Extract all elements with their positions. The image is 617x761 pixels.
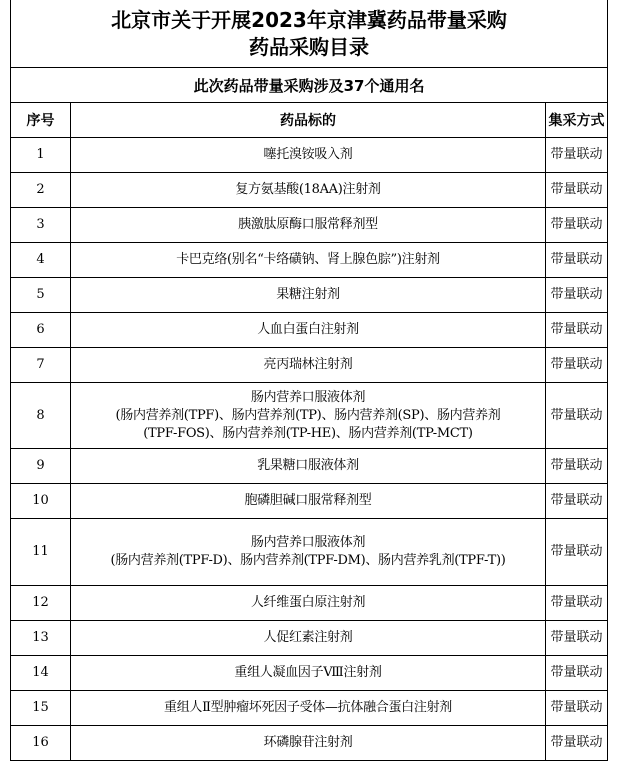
- drug-name: [71, 138, 546, 173]
- table-row: [11, 484, 608, 519]
- procurement-method: 带量联动: [546, 243, 608, 278]
- procurement-method: 带量联动: [546, 383, 608, 449]
- drug-name-line: 人血白蛋白注射剂: [257, 322, 359, 337]
- row-index: 5: [11, 278, 71, 313]
- procurement-method: 带量联动: [546, 313, 608, 348]
- procurement-method: 带量联动: [546, 173, 608, 208]
- drug-name: [71, 208, 546, 243]
- drug-name-line: 肠内营养口服液体剂: [250, 389, 366, 405]
- table-row: [11, 243, 608, 278]
- drug-name: [71, 484, 546, 519]
- procurement-method: 带量联动: [546, 348, 608, 383]
- table-row: [11, 656, 608, 691]
- row-index: 8: [11, 383, 71, 449]
- drug-name-line: 胞磷胆碱口服常释剂型: [244, 493, 372, 508]
- row-index: 7: [11, 348, 71, 383]
- drug-name-line: 胰激肽原酶口服常释剂型: [238, 217, 378, 232]
- procurement-method: 带量联动: [546, 138, 608, 173]
- procurement-method: 带量联动: [546, 484, 608, 519]
- table-row: [11, 621, 608, 656]
- procurement-method: 带量联动: [546, 449, 608, 484]
- drug-name: [71, 621, 546, 656]
- row-index: 10: [11, 484, 71, 519]
- document-title: [11, 0, 608, 68]
- drug-name-line: 肠内营养口服液体剂: [250, 535, 366, 550]
- drug-name-line: (肠内营养剂(TPF)、肠内营养剂(TP)、肠内营养剂(SP)、肠内营养剂: [115, 407, 501, 423]
- column-header-method: 集采方式: [546, 103, 608, 138]
- drug-name-line: 卡巴克络(别名“卡络磺钠、肾上腺色腙”)注射剂: [176, 252, 440, 267]
- drug-name: [71, 278, 546, 313]
- table-row: [11, 208, 608, 243]
- row-index: 4: [11, 243, 71, 278]
- drug-name-line: 乳果糖口服液体剂: [257, 458, 359, 473]
- procurement-method: 带量联动: [546, 621, 608, 656]
- document-subtitle: 此次药品带量采购涉及37个通用名: [11, 68, 608, 103]
- drug-name: [71, 656, 546, 691]
- table-row: [11, 383, 608, 449]
- row-index: 12: [11, 586, 71, 621]
- drug-name: [71, 586, 546, 621]
- drug-name-line: 重组人Ⅱ型肿瘤坏死因子受体—抗体融合蛋白注射剂: [164, 700, 452, 715]
- drug-name-line: 环磷腺苷注射剂: [263, 735, 353, 750]
- drug-name: [71, 691, 546, 726]
- row-index: 11: [11, 519, 71, 586]
- table-row: [11, 691, 608, 726]
- drug-name: [71, 313, 546, 348]
- drug-name-line: 人促红素注射剂: [263, 630, 353, 645]
- column-header-drug: 药品标的: [71, 103, 546, 138]
- table-row: [11, 138, 608, 173]
- procurement-method: 带量联动: [546, 208, 608, 243]
- drug-name: [71, 726, 546, 761]
- drug-name: [71, 519, 546, 586]
- drug-name: [71, 383, 546, 449]
- drug-name: [71, 449, 546, 484]
- drug-name-line: 重组人凝血因子Ⅷ注射剂: [234, 665, 382, 680]
- table-row: [11, 726, 608, 761]
- row-index: 3: [11, 208, 71, 243]
- title-line-2: 药品采购目录: [249, 34, 369, 59]
- drug-name-line: (TPF-FOS)、肠内营养剂(TP-HE)、肠内营养剂(TP-MCT): [143, 425, 473, 441]
- table-row: [11, 519, 608, 586]
- drug-name-line: 人纤维蛋白原注射剂: [250, 595, 366, 610]
- table-header-row: [11, 103, 608, 138]
- row-index: 9: [11, 449, 71, 484]
- table-row: [11, 586, 608, 621]
- procurement-method: 带量联动: [546, 278, 608, 313]
- procurement-method: 带量联动: [546, 656, 608, 691]
- drug-name: [71, 243, 546, 278]
- row-index: 6: [11, 313, 71, 348]
- table-row: [11, 173, 608, 208]
- table-row: [11, 449, 608, 484]
- table-row: [11, 348, 608, 383]
- column-header-index: 序号: [11, 103, 71, 138]
- table-row: [11, 278, 608, 313]
- drug-name-line: 复方氨基酸(18AA)注射剂: [235, 182, 381, 197]
- row-index: 1: [11, 138, 71, 173]
- title-line-1: 北京市关于开展2023年京津冀药品带量采购: [111, 7, 507, 32]
- procurement-method: 带量联动: [546, 726, 608, 761]
- procurement-table: [10, 0, 608, 761]
- drug-name-line: (肠内营养剂(TPF-D)、肠内营养剂(TPF-DM)、肠内营养乳剂(TPF-T)): [110, 553, 506, 568]
- procurement-method: 带量联动: [546, 586, 608, 621]
- drug-name: [71, 173, 546, 208]
- drug-name-line: 亮丙瑞林注射剂: [263, 357, 353, 372]
- row-index: 16: [11, 726, 71, 761]
- table-row: [11, 313, 608, 348]
- drug-name-line: 果糖注射剂: [276, 287, 340, 302]
- row-index: 13: [11, 621, 71, 656]
- row-index: 2: [11, 173, 71, 208]
- procurement-document: [10, 0, 607, 761]
- row-index: 15: [11, 691, 71, 726]
- drug-name: [71, 348, 546, 383]
- procurement-method: 带量联动: [546, 519, 608, 586]
- row-index: 14: [11, 656, 71, 691]
- procurement-method: 带量联动: [546, 691, 608, 726]
- drug-name-line: 噻托溴铵吸入剂: [263, 147, 353, 162]
